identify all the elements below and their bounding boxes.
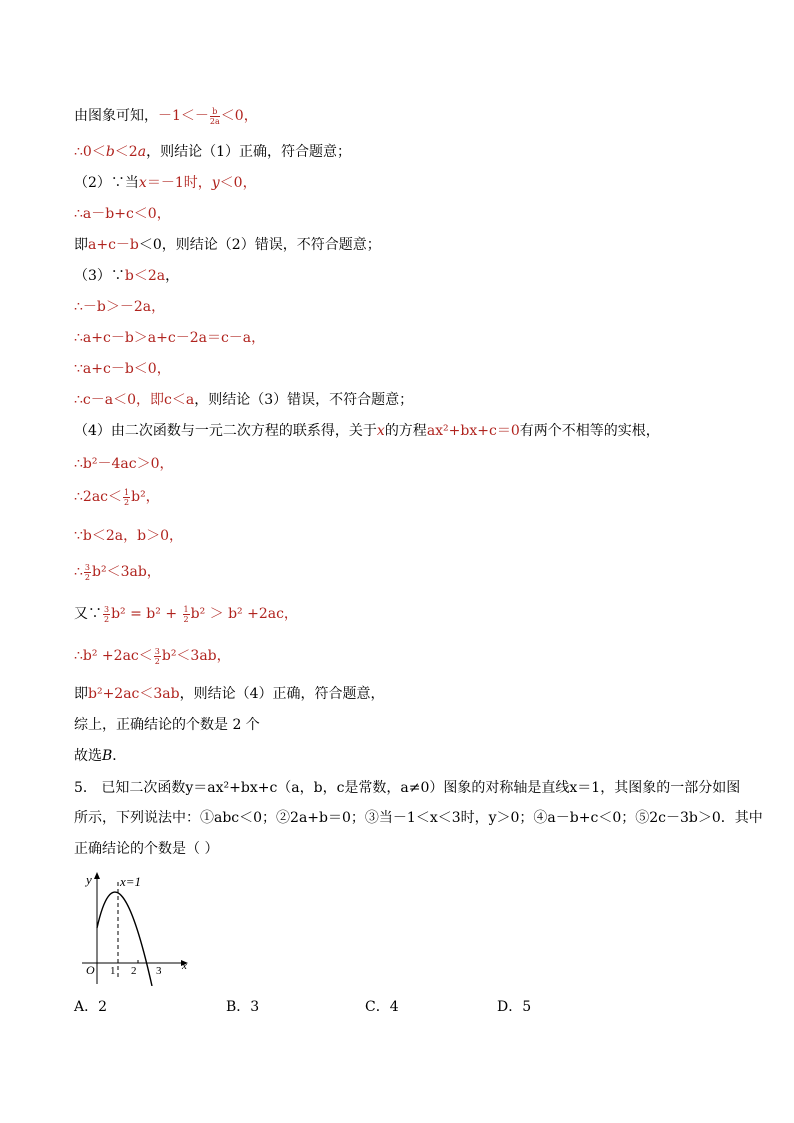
text: ＜0， <box>220 108 258 124</box>
fraction <box>84 563 91 582</box>
tick-label-3: 3 <box>156 965 162 977</box>
x-label: x <box>182 960 187 972</box>
solution-line-4: ∴a－b+c＜0， <box>74 206 171 222</box>
origin-label: O <box>86 963 95 977</box>
solution-line-8: ∴a+c－b＞a+c－2a＝c－a， <box>74 330 266 346</box>
solution-line-7: ∴－b＞－2a， <box>74 299 166 315</box>
solution-line-18 <box>74 684 385 704</box>
question-line-1: 5． 已知二次函数y＝ax²+bx+c（a，b，c是常数，a≠0）图象的对称轴是直线x＝1，其图象的一部分如图 <box>74 780 741 796</box>
text: ，则结论（1）正确，符合题意； <box>146 144 351 160</box>
text: ∴2ac＜ <box>74 489 123 505</box>
denominator: 2 <box>84 572 91 582</box>
fraction <box>210 107 220 126</box>
text: （2）∵当 <box>74 175 139 191</box>
fraction <box>123 488 130 507</box>
option-a[interactable]: A．2 <box>74 999 108 1015</box>
text: ＜0， <box>219 175 257 191</box>
denominator: 2 <box>124 497 130 507</box>
solution-line-11 <box>74 421 660 441</box>
option-d[interactable]: D．5 <box>497 999 532 1015</box>
tick-label-2: 2 <box>131 965 137 977</box>
text: b² ＞ b² +2ac， <box>190 606 298 622</box>
text: 又∵ <box>74 606 102 622</box>
text: ． <box>112 748 127 764</box>
solution-line-6 <box>74 266 179 286</box>
solution-line-15 <box>74 562 161 582</box>
text: ＝－1时， <box>146 175 212 191</box>
solution-line-14: ∵b＜2a，b＞0， <box>74 528 183 544</box>
denominator: 2 <box>104 614 110 624</box>
text: b² = b² + <box>111 606 182 622</box>
denominator: 2a <box>209 116 220 126</box>
text: B <box>102 748 113 764</box>
text: 即 <box>74 237 88 253</box>
text: ∴0＜ <box>74 144 106 160</box>
parabola-graph <box>72 868 197 986</box>
text: （3）∵ <box>74 268 125 284</box>
symmetry-label: x=1 <box>120 874 142 889</box>
text: b²＜3ab， <box>92 564 161 580</box>
text: 故选 <box>74 748 102 764</box>
text: ∴b² +2ac＜ <box>74 648 153 664</box>
text: （4）由二次函数与一元二次方程的联系得，关于 <box>74 423 377 439</box>
solution-line-5 <box>74 235 381 255</box>
numerator: 3 <box>104 604 110 614</box>
text: ＜0，则结论（2）错误，不符合题意； <box>138 237 381 253</box>
fraction <box>103 605 110 624</box>
y-label: y <box>86 872 92 887</box>
text: ax²+bx+c＝0 <box>426 423 520 439</box>
text: 的方程 <box>384 423 427 439</box>
numerator: 1 <box>124 487 130 497</box>
text: ∴ <box>74 564 83 580</box>
text: ＜2 <box>114 144 138 160</box>
text: ∴c－a＜0，即 <box>74 392 165 408</box>
text: c＜a <box>164 392 195 408</box>
numerator: b <box>210 107 220 117</box>
text: －1＜－ <box>158 108 209 124</box>
text: 即 <box>74 686 88 702</box>
solution-line-10 <box>74 390 413 410</box>
text: 由图象可知， <box>74 108 158 124</box>
option-b[interactable]: B．3 <box>226 999 260 1015</box>
numerator: 3 <box>84 562 91 572</box>
question-line-3: 正确结论的个数是（ ） <box>74 841 219 857</box>
parabola-curve <box>97 892 152 986</box>
fraction <box>154 647 161 666</box>
solution-line-9: ∵a+c－b＜0， <box>74 361 171 377</box>
solution-line-12: ∴b²－4ac＞0， <box>74 456 174 472</box>
text: x <box>376 423 385 439</box>
solution-line-13 <box>74 487 160 507</box>
numerator: 1 <box>183 604 189 614</box>
text: b＜2a <box>124 268 166 284</box>
option-c[interactable]: C．4 <box>365 999 399 1015</box>
numerator: 3 <box>154 646 160 656</box>
text: ， <box>165 268 180 284</box>
solution-line-17 <box>74 646 231 666</box>
text: ，则结论（3）错误，不符合题意； <box>194 392 414 408</box>
solution-line-20 <box>74 746 126 766</box>
tick-label-1: 1 <box>110 965 116 977</box>
solution-line-19: 综上，正确结论的个数是 2 个 <box>74 717 260 733</box>
denominator: 2 <box>154 656 160 666</box>
text: b²， <box>131 489 160 505</box>
solution-line-16 <box>74 604 298 624</box>
text: a+c－b <box>88 237 139 253</box>
fraction <box>183 605 190 624</box>
denominator: 2 <box>183 614 189 624</box>
solution-line-3: （2）∵当x＝－1时，y＜0， <box>74 175 257 191</box>
text: b²＜3ab， <box>161 648 231 664</box>
solution-line-1 <box>74 106 258 126</box>
text: ，则结论（4）正确，符合题意， <box>179 686 385 702</box>
question-line-2: 所示，下列说法中：①abc＜0；②2a+b＝0；③当－1＜x＜3时，y＞0；④a－b+c＜0；⑤2c－3b＞0．其中 <box>74 810 763 826</box>
text: 有两个不相等的实根， <box>519 423 660 439</box>
y-axis-arrow <box>94 872 100 879</box>
text: b²+2ac＜3ab <box>88 686 180 702</box>
solution-line-2: ∴0＜b＜2a，则结论（1）正确，符合题意； <box>74 144 351 160</box>
